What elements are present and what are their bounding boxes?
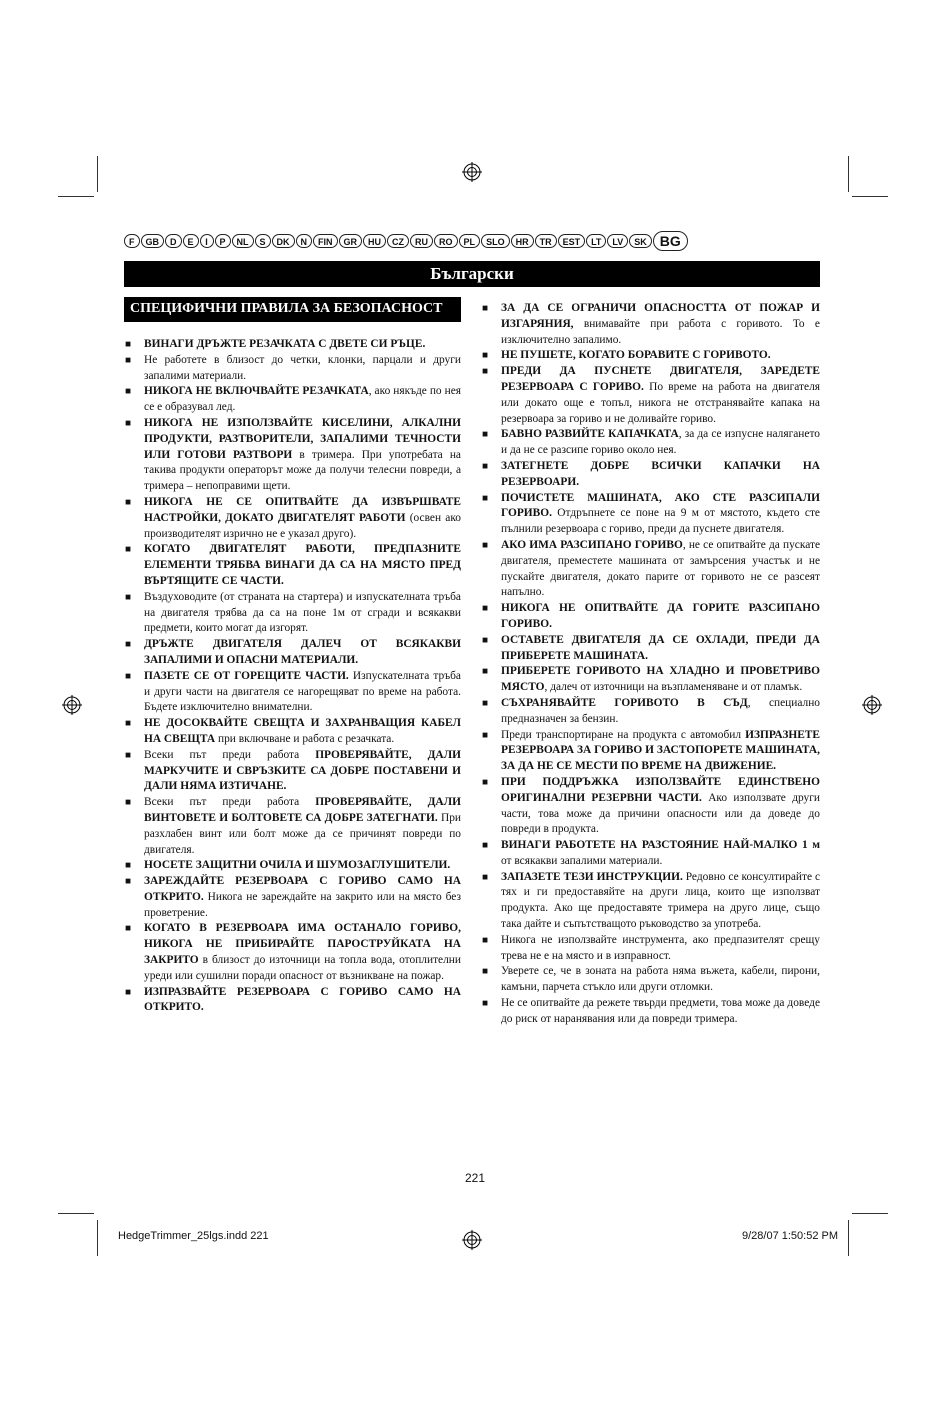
safety-rule-item	[481, 696, 820, 728]
rule-emphasis: ПРОВЕРЯВАЙТЕ, ДАЛИ ВИНТОВЕТЕ И БОЛТОВЕТЕ СА ДОБРЕ ЗАТЕГНАТИ.	[144, 796, 461, 824]
bullet-icon: ■	[482, 492, 489, 504]
registration-mark-icon	[462, 1230, 482, 1250]
rule-text: Редовно се консултирайте с тях и ги предоставяйте на други лица, които ще използват продукта. Ако ще предоставяте тримера на друго лице, също така дайте и съпътстващото ръководство за употреба.	[501, 870, 820, 931]
rule-text: Ако използвате други части, това може да причини опасности или да доведе до повреди в продукта.	[501, 791, 820, 836]
rule-emphasis: НЕ ПУШЕТЕ, КОГАТО БОРАВИТЕ С ГОРИВОТО.	[501, 349, 771, 362]
safety-rule-item	[124, 795, 461, 858]
language-tab-ro: RO	[434, 234, 458, 248]
language-tab-d: D	[165, 234, 182, 248]
right-column	[481, 301, 820, 1028]
safety-rule-item	[124, 337, 461, 353]
crop-mark	[852, 1213, 888, 1214]
bullet-icon: ■	[482, 350, 489, 362]
rule-emphasis: ВИНАГИ РАБОТЕТЕ НА РАЗСТОЯНИЕ НАЙ-МАЛКО 1 м	[501, 839, 820, 852]
language-tab-sk: SK	[629, 234, 652, 248]
safety-rule-item	[124, 353, 461, 385]
safety-rule-item	[481, 364, 820, 427]
language-tab-nl: NL	[232, 234, 254, 248]
rule-text: внимавайте при работа с горивото. То е изключително запалимо.	[501, 317, 820, 346]
language-tab-pl: PL	[459, 234, 481, 248]
language-tab-gb: GB	[141, 234, 165, 248]
bullet-icon: ■	[125, 339, 132, 350]
rule-emphasis: ПАЗЕТЕ СЕ ОТ ГОРЕЩИТЕ ЧАСТИ.	[144, 669, 349, 682]
bullet-icon: ■	[125, 544, 132, 556]
bullet-icon: ■	[125, 496, 132, 508]
rule-emphasis: НИКОГА НЕ ИЗПОЛЗВАЙТЕ КИСЕЛИНИ, АЛКАЛНИ ПРОДУКТИ, РАЗТВОРИТЕЛИ, ЗАПАЛИМИ ТЕЧНОСТИ ИЛИ ГОТОВИ РАЗТВОРИ	[144, 416, 461, 461]
safety-rule-item	[124, 416, 461, 495]
safety-rule-item	[124, 590, 461, 637]
safety-rule-item	[481, 775, 820, 838]
rule-text: Всеки път преди работа	[144, 748, 316, 761]
safety-rule-item	[481, 538, 820, 601]
rule-text: Уверете се, че в зоната на работа няма въжета, кабели, пирони, камъни, парчета стъкло или други отломки.	[501, 965, 820, 994]
bullet-icon: ■	[125, 417, 132, 429]
safety-rule-item	[481, 348, 820, 364]
language-tab-f: F	[124, 234, 140, 248]
language-tab-ru: RU	[410, 234, 433, 248]
bullet-icon: ■	[125, 749, 132, 761]
bullet-icon: ■	[125, 860, 132, 872]
rule-text: , ако някъде по нея се е образувал лед.	[144, 385, 461, 414]
safety-rule-item	[124, 748, 461, 795]
bullet-icon: ■	[482, 666, 489, 678]
safety-rule-item	[481, 491, 820, 538]
safety-rule-item	[481, 838, 820, 870]
safety-rule-item	[124, 495, 461, 542]
bullet-icon: ■	[482, 429, 489, 441]
rule-text: Не работете в близост до четки, клонки, парцали и други запалими материали.	[144, 353, 461, 382]
bullet-icon: ■	[125, 386, 132, 398]
rule-text: Отдръпнете се поне на 9 м от мястото, където сте пълнили резервоара с гориво, преди да пуснете двигателя.	[501, 507, 820, 536]
rule-emphasis: ДРЪЖТЕ ДВИГАТЕЛЯ ДАЛЕЧ ОТ ВСЯКАКВИ ЗАПАЛИМИ И ОПАСНИ МАТЕРИАЛИ.	[144, 638, 461, 666]
rule-emphasis: КОГАТО В РЕЗЕРВОАРА ИМА ОСТАНАЛО ГОРИВО, НИКОГА НЕ ПРИБИРАЙТЕ ПАРОСТРУЙКАТА НА ЗАКРИТО	[144, 922, 461, 967]
rule-emphasis: ПРИ ПОДДРЪЖКА ИЗПОЛЗВАЙТЕ ЕДИНСТВЕНО ОРИГИНАЛНИ РЕЗЕРВНИ ЧАСТИ.	[501, 775, 820, 804]
bullet-icon: ■	[125, 797, 132, 809]
rule-emphasis: НЕ ДОСОКВАЙТЕ СВЕЩТА И ЗАХРАНВАЩИЯ КАБЕЛ НА СВЕЩТА	[144, 717, 461, 745]
bullet-icon: ■	[125, 354, 132, 366]
rule-text: , не се опитвайте да пускате двигателя, преместете машината от замърсения участък и не пускайте двигателя, докато парите от горивото не се разсеят напълно.	[501, 538, 821, 599]
language-tab-e: E	[183, 234, 199, 248]
rule-emphasis: НИКОГА НЕ ВКЛЮЧВАЙТЕ РЕЗАЧКАТА	[144, 385, 369, 398]
rule-emphasis: ОСТАВЕТЕ ДВИГАТЕЛЯ ДА СЕ ОХЛАДИ, ПРЕДИ ДА ПРИБЕРЕТЕ МАШИНАТА.	[501, 633, 820, 662]
crop-mark	[58, 196, 94, 197]
language-tab-hu: HU	[363, 234, 386, 248]
safety-rule-item	[124, 716, 461, 748]
rule-emphasis: ПРЕДИ ДА ПУСНЕТЕ ДВИГАТЕЛЯ, ЗАРЕДЕТЕ РЕЗЕРВОАРА С ГОРИВО.	[501, 365, 820, 393]
bullet-icon: ■	[125, 923, 132, 935]
registration-mark-icon	[62, 695, 82, 715]
bullet-icon: ■	[482, 729, 489, 741]
registration-mark-icon	[462, 162, 482, 182]
rule-text: в близост до източници на топла вода, отоплителни уреди или сушилни поради опасност от възникване на пожар.	[144, 954, 461, 982]
language-bar	[124, 231, 824, 251]
crop-mark	[97, 1220, 98, 1256]
safety-rule-item	[481, 996, 820, 1028]
language-tab-i: I	[200, 234, 214, 248]
language-tab-tr: TR	[535, 234, 557, 248]
bullet-icon: ■	[482, 634, 489, 646]
language-tab-cz: CZ	[387, 234, 409, 248]
crop-mark	[848, 1220, 849, 1256]
bullet-icon: ■	[482, 998, 489, 1010]
rule-emphasis: КОГАТО ДВИГАТЕЛЯТ РАБОТИ, ПРЕДПАЗНИТЕ ЕЛЕМЕНТИ ТРЯБВА ВИНАГИ ДА СА НА МЯСТО ПРЕД ВЪРТЯЩИТЕ СЕ ЧАСТИ.	[144, 543, 461, 587]
language-tab-fin: FIN	[313, 234, 338, 248]
bullet-icon: ■	[482, 460, 489, 472]
bullet-icon: ■	[125, 876, 132, 888]
safety-rule-item	[481, 459, 820, 491]
crop-mark	[852, 196, 888, 197]
rule-text: Изпускателната тръба и други части на двигателя се нагорещяват по време на работа. Бъдете изключително внимателни.	[144, 669, 461, 714]
bullet-icon: ■	[125, 718, 132, 730]
bullet-icon: ■	[482, 934, 489, 946]
footer-file-info: HedgeTrimmer_25lgs.indd 221	[118, 1230, 269, 1242]
rule-text: По време на работа на двигателя или докато още е топъл, никога не отстранявайте капака на резервоара за гориво и не доливайте гориво.	[501, 380, 820, 425]
language-tab-lv: LV	[607, 234, 628, 248]
language-tab-n: N	[296, 234, 313, 248]
bullet-icon: ■	[482, 366, 489, 378]
bullet-icon: ■	[125, 591, 132, 603]
footer-timestamp: 9/28/07 1:50:52 PM	[741, 1230, 838, 1242]
rule-text: от всякакви запалими материали.	[501, 854, 663, 867]
bullet-icon: ■	[482, 303, 489, 314]
rule-text: , специално предназначен за бензин.	[501, 696, 820, 725]
rule-text: Преди транспортиране на продукта с автомобил	[501, 728, 746, 741]
bullet-icon: ■	[482, 539, 489, 551]
safety-rule-item	[481, 870, 820, 933]
language-tab-lt: LT	[586, 234, 606, 248]
bullet-icon: ■	[482, 776, 489, 788]
rule-emphasis: ЗАРЕЖДАЙТЕ РЕЗЕРВОАРА С ГОРИВО САМО НА ОТКРИТО.	[144, 875, 461, 903]
rule-text: (освен ако производителят изрично не е указал друго).	[144, 511, 461, 540]
safety-rule-item	[481, 933, 820, 965]
bullet-icon: ■	[482, 871, 489, 883]
rule-text: Въздуховодите (от страната на стартера) и изпускателната тръба на двигателя трябва да са на поне 1м от сгради и всякакви предмети, които могат да изгорят.	[144, 590, 461, 635]
crop-mark	[97, 156, 98, 192]
crop-mark	[58, 1213, 94, 1214]
rule-emphasis: БАВНО РАЗВИЙТЕ КАПАЧКАТА	[501, 428, 679, 441]
safety-rule-item	[481, 633, 820, 665]
rule-text: Никога не зареждайте на закрито или на място без проветрение.	[144, 890, 461, 919]
left-column	[124, 297, 461, 1016]
safety-rule-item	[124, 669, 461, 716]
safety-rule-item	[481, 964, 820, 996]
language-tab-est: EST	[558, 234, 586, 248]
rule-emphasis: ЗАПАЗЕТЕ ТЕЗИ ИНСТРУКЦИИ.	[501, 870, 683, 883]
rule-emphasis: ПРОВЕРЯВАЙТЕ, ДАЛИ МАРКУЧИТЕ И СВРЪЗКИТЕ СА ДОБРЕ ПОСТАВЕНИ И ДАЛИ НЯМА ИЗТИЧАНЕ.	[144, 748, 461, 793]
rule-emphasis: ПРИБЕРЕТЕ ГОРИВОТО НА ХЛАДНО И ПРОВЕТРИВО МЯСТО	[501, 665, 820, 694]
safety-rule-item	[124, 985, 461, 1017]
safety-rule-item	[481, 427, 820, 459]
language-tab-p: P	[215, 234, 231, 248]
rule-emphasis: СЪХРАНЯВАЙТЕ ГОРИВОТО В СЪД	[501, 696, 748, 709]
bullet-icon: ■	[482, 697, 489, 709]
safety-rule-item	[124, 384, 461, 416]
bullet-icon: ■	[482, 966, 489, 978]
rule-emphasis: ЗА ДА СЕ ОГРАНИЧИ ОПАСНОСТТА ОТ ПОЖАР И ИЗГАРЯНИЯ,	[501, 302, 820, 330]
rule-emphasis: ЗАТЕГНЕТЕ ДОБРЕ ВСИЧКИ КАПАЧКИ НА РЕЗЕРВОАРИ.	[501, 459, 820, 488]
safety-rule-item	[124, 637, 461, 669]
rule-emphasis: ВИНАГИ ДРЪЖТЕ РЕЗАЧКАТА С ДВЕТЕ СИ РЪЦЕ.	[144, 338, 426, 350]
bullet-icon: ■	[482, 603, 489, 615]
rule-text: Никога не използвайте инструмента, ако предпазителят срещу трева не е на място и в изправност.	[501, 933, 820, 962]
safety-rule-item	[481, 728, 820, 775]
rule-emphasis: НОСЕТЕ ЗАЩИТНИ ОЧИЛА И ШУМОЗАГЛУШИТЕЛИ.	[144, 859, 451, 872]
safety-rule-item	[124, 858, 461, 874]
safety-rules-list-right	[481, 301, 820, 1028]
rule-text: Не се опитвайте да режете твърди предмети, това може да доведе до риск от наранявания или да повреди тримера.	[501, 997, 820, 1025]
rule-emphasis: АКО ИМА РАЗСИПАНО ГОРИВО	[501, 538, 683, 551]
bullet-icon: ■	[125, 670, 132, 682]
language-tab-gr: GR	[339, 234, 363, 248]
bullet-icon: ■	[125, 639, 132, 651]
bullet-icon: ■	[482, 840, 489, 852]
rule-text: , за да се изпусне налягането и да не се разсипе гориво около нея.	[501, 428, 820, 457]
language-tab-dk: DK	[272, 234, 295, 248]
rule-emphasis: НИКОГА НЕ ОПИТВАЙТЕ ДА ГОРИТЕ РАЗСИПАНО ГОРИВО.	[501, 602, 820, 630]
rule-text: Всеки път преди работа	[144, 796, 316, 809]
rule-emphasis: НИКОГА НЕ СЕ ОПИТВАЙТЕ ДА ИЗВЪРШВАТЕ НАСТРОЙКИ, ДОКАТО ДВИГАТЕЛЯТ РАБОТИ	[144, 495, 461, 524]
section-title: СПЕЦИФИЧНИ ПРАВИЛА ЗА БЕЗОПАСНОСТ	[124, 297, 461, 322]
safety-rule-item	[124, 542, 461, 589]
safety-rule-item	[124, 921, 461, 984]
language-tab-s: S	[255, 234, 271, 248]
rule-text: При разхлабен винт или болт може да се причинят повреди по двигателя.	[144, 811, 461, 856]
safety-rule-item	[124, 874, 461, 921]
safety-rule-item	[481, 601, 820, 633]
language-tab-bg: BG	[653, 231, 688, 251]
rule-emphasis: ПОЧИСТЕТЕ МАШИНАТА, АКО СТЕ РАЗСИПАЛИ ГОРИВО.	[501, 491, 820, 520]
crop-mark	[848, 156, 849, 192]
safety-rule-item	[481, 301, 820, 348]
language-tab-slo: SLO	[481, 234, 510, 248]
rule-text: при включване и работа с резачката.	[215, 732, 395, 745]
rule-text: в тримера. При употребата на такива продукти операторът може да получи телесни повреди, а тримера – непоправими щети.	[144, 448, 461, 493]
registration-mark-icon	[862, 695, 882, 715]
page-title-banner: Български	[124, 261, 820, 287]
language-tab-hr: HR	[511, 234, 534, 248]
rule-text: , далеч от източници на възпламеняване и от пламък.	[544, 681, 803, 694]
rule-emphasis: ИЗПРАЗВАЙТЕ РЕЗЕРВОАРА С ГОРИВО САМО НА ОТКРИТО.	[144, 985, 461, 1014]
rule-emphasis: ИЗПРАЗНЕТЕ РЕЗЕРВОАРА ЗА ГОРИВО И ЗАСТОПОРЕТЕ МАШИНАТА, ЗА ДА НЕ СЕ МЕСТИ ПО ВРЕМЕ НА ДВИЖЕНИЕ.	[501, 728, 820, 773]
safety-rule-item	[481, 664, 820, 696]
safety-rules-list-left	[124, 337, 461, 1016]
bullet-icon: ■	[125, 986, 132, 998]
page-number: 221	[464, 1171, 486, 1185]
